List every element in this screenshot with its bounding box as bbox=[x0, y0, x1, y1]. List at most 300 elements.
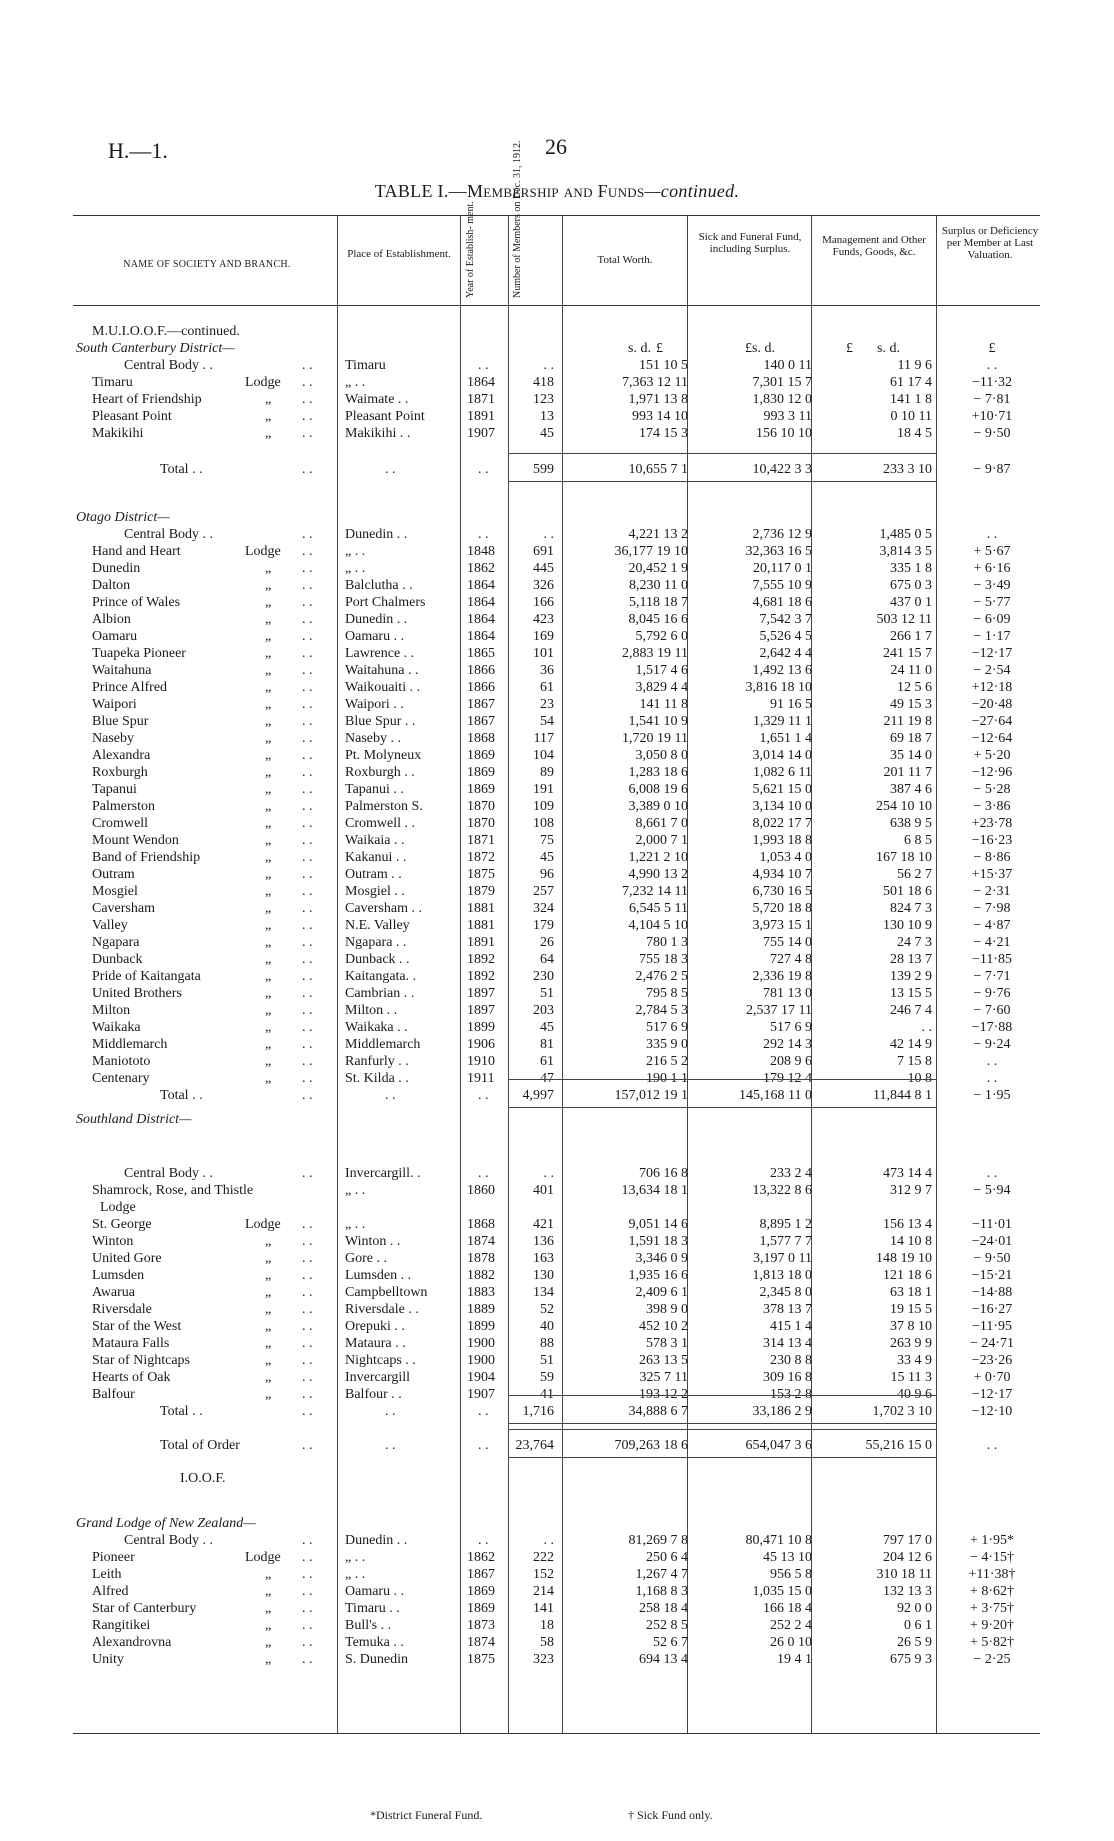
table-row bbox=[0, 1002, 1114, 1019]
branch-name: Dunback bbox=[92, 952, 143, 967]
branch-name: Oamaru bbox=[92, 629, 138, 644]
table-row bbox=[0, 934, 1114, 951]
management-funds: 26 5 9 bbox=[897, 1635, 932, 1650]
place-of-establishment: Dunedin . . bbox=[345, 527, 408, 542]
branch-name: St. George bbox=[92, 1217, 152, 1232]
table-row bbox=[0, 1583, 1114, 1600]
sick-funeral-fund: 314 13 4 bbox=[763, 1336, 812, 1351]
sick-funeral-fund: 727 4 8 bbox=[770, 952, 812, 967]
year-established: 1875 bbox=[467, 867, 495, 882]
total-worth: 7,363 12 11 bbox=[622, 375, 688, 390]
table-row bbox=[0, 1600, 1114, 1617]
branch-name: Central Body . . bbox=[124, 1166, 214, 1181]
unit-worth-sd: s. d. bbox=[628, 341, 651, 356]
table-row bbox=[0, 1549, 1114, 1566]
management-funds: 130 10 9 bbox=[883, 918, 932, 933]
sick-funeral-fund: 517 6 9 bbox=[770, 1020, 812, 1035]
leader-dots: . . bbox=[302, 595, 313, 610]
unit-surplus: £ bbox=[988, 341, 996, 356]
total-worth: 2,409 6 1 bbox=[635, 1285, 688, 1300]
management-funds: 28 13 7 bbox=[890, 952, 932, 967]
leader-dots: . . bbox=[302, 799, 313, 814]
sick-funeral-fund: 2,736 12 9 bbox=[752, 527, 812, 542]
place-of-establishment: Outram . . bbox=[345, 867, 402, 882]
members-count: 45 bbox=[540, 426, 554, 441]
branch-name: Mount Wendon bbox=[92, 833, 179, 848]
branch-kind: „ bbox=[265, 426, 272, 441]
place-of-establishment: Campbelltown bbox=[345, 1285, 428, 1300]
leader-dots: . . bbox=[302, 1054, 313, 1069]
table-row bbox=[0, 1165, 1114, 1182]
leader-dots: . . bbox=[302, 578, 313, 593]
management-funds: 37 8 10 bbox=[890, 1319, 932, 1334]
members-count: 23,764 bbox=[515, 1438, 554, 1453]
surplus-per-member: − 5·28 bbox=[973, 782, 1011, 797]
sick-funeral-fund: 20,117 0 1 bbox=[753, 561, 812, 576]
surplus-per-member: + 5·67 bbox=[973, 544, 1011, 559]
sick-funeral-fund: 140 0 11 bbox=[763, 358, 812, 373]
branch-name: Waitahuna bbox=[92, 663, 152, 678]
place-of-establishment: Invercargill bbox=[345, 1370, 411, 1385]
year-established: 1881 bbox=[467, 918, 495, 933]
branch-kind: „ bbox=[265, 578, 272, 593]
place-of-establishment: „ . . bbox=[345, 1183, 366, 1198]
year-established: 1873 bbox=[467, 1618, 495, 1633]
total-label: Total . . bbox=[160, 1404, 203, 1419]
management-funds: 824 7 3 bbox=[890, 901, 932, 916]
branch-name: Unity bbox=[92, 1652, 124, 1667]
surplus-per-member: −24·01 bbox=[971, 1234, 1013, 1249]
sick-funeral-fund: 3,973 15 1 bbox=[752, 918, 812, 933]
branch-kind: „ bbox=[265, 595, 272, 610]
members-count: 47 bbox=[540, 1071, 554, 1086]
district-heading bbox=[0, 1111, 1114, 1128]
sick-funeral-fund: 3,197 0 11 bbox=[753, 1251, 812, 1266]
year-established: 1868 bbox=[467, 731, 495, 746]
total-worth: 7,232 14 11 bbox=[622, 884, 688, 899]
total-worth: 578 3 1 bbox=[646, 1336, 688, 1351]
year-established: 1900 bbox=[467, 1353, 495, 1368]
total-worth: 1,591 18 3 bbox=[628, 1234, 688, 1249]
management-funds: 19 15 5 bbox=[890, 1302, 932, 1317]
district-heading bbox=[0, 340, 1114, 357]
members-count: 169 bbox=[533, 629, 554, 644]
branch-name: Lumsden bbox=[92, 1268, 145, 1283]
sick-funeral-fund: 309 16 8 bbox=[763, 1370, 812, 1385]
table-row bbox=[0, 662, 1114, 679]
unit-worth: £ bbox=[656, 341, 663, 356]
total-worth: 694 13 4 bbox=[639, 1652, 688, 1667]
table-row bbox=[0, 391, 1114, 408]
year-established: 1862 bbox=[467, 561, 495, 576]
members-count: 418 bbox=[533, 375, 554, 390]
table-row bbox=[0, 1318, 1114, 1335]
management-funds: 141 1 8 bbox=[890, 392, 932, 407]
table-row bbox=[0, 543, 1114, 560]
total-worth: 190 1 1 bbox=[646, 1071, 688, 1086]
management-funds: 263 9 9 bbox=[890, 1336, 932, 1351]
year-established: 1878 bbox=[467, 1251, 495, 1266]
total-worth: 4,221 13 2 bbox=[628, 527, 688, 542]
total-worth: 9,051 14 6 bbox=[628, 1217, 688, 1232]
total-worth: 4,990 13 2 bbox=[628, 867, 688, 882]
total-rule bbox=[508, 1107, 936, 1108]
place-of-establishment: Lumsden . . bbox=[345, 1268, 412, 1283]
col-head-sick: Sick and Funeral Fund, including Surplus. bbox=[698, 231, 802, 255]
table-row bbox=[0, 730, 1114, 747]
place-of-establishment: Winton . . bbox=[345, 1234, 401, 1249]
members-count: 257 bbox=[533, 884, 554, 899]
place-of-establishment: Balclutha . . bbox=[345, 578, 413, 593]
sick-funeral-fund: 13,322 8 6 bbox=[752, 1183, 812, 1198]
branch-kind: „ bbox=[265, 1387, 272, 1402]
total-worth: 1,971 13 8 bbox=[628, 392, 688, 407]
management-funds: 63 18 1 bbox=[890, 1285, 932, 1300]
branch-kind: „ bbox=[265, 1302, 272, 1317]
members-count: 179 bbox=[533, 918, 554, 933]
year-established: 1911 bbox=[467, 1071, 495, 1086]
place-of-establishment: Milton . . bbox=[345, 1003, 398, 1018]
branch-name: Roxburgh bbox=[92, 765, 148, 780]
leader-dots: . . bbox=[302, 1020, 313, 1035]
surplus-per-member: −11·01 bbox=[971, 1217, 1013, 1232]
management-funds: 13 15 5 bbox=[890, 986, 932, 1001]
sick-funeral-fund: 956 5 8 bbox=[770, 1567, 812, 1582]
sick-funeral-fund: 2,336 19 8 bbox=[752, 969, 812, 984]
place-of-establishment: Timaru bbox=[345, 358, 386, 373]
place-of-establishment: Orepuki . . bbox=[345, 1319, 405, 1334]
sick-funeral-fund: 7,555 10 9 bbox=[752, 578, 812, 593]
leader-dots: . . bbox=[302, 629, 313, 644]
table-row bbox=[0, 900, 1114, 917]
total-worth: 1,283 18 6 bbox=[628, 765, 688, 780]
members-count: 323 bbox=[533, 1652, 554, 1667]
total-worth: 1,935 16 6 bbox=[628, 1268, 688, 1283]
management-funds: 387 4 6 bbox=[890, 782, 932, 797]
branch-name: Dunedin bbox=[92, 561, 141, 576]
district-name: South Canterbury District— bbox=[76, 341, 235, 356]
total-worth: 517 6 9 bbox=[646, 1020, 688, 1035]
members-count: 45 bbox=[540, 850, 554, 865]
members-count: 18 bbox=[540, 1618, 554, 1633]
members-count: 40 bbox=[540, 1319, 554, 1334]
leader-dots: . . bbox=[302, 1003, 313, 1018]
footnote-district-funeral: *District Funeral Fund. bbox=[370, 1808, 483, 1822]
leader-dots: . . bbox=[302, 1166, 313, 1181]
surplus-per-member: −12·96 bbox=[971, 765, 1013, 780]
surplus-per-member: − 9·50 bbox=[973, 1251, 1011, 1266]
members-count: 166 bbox=[533, 595, 554, 610]
place-of-establishment: „ . . bbox=[345, 1217, 366, 1232]
year-established: 1899 bbox=[467, 1020, 495, 1035]
total-worth: 8,661 7 0 bbox=[635, 816, 688, 831]
table-row bbox=[0, 815, 1114, 832]
surplus-per-member: − 7·71 bbox=[973, 969, 1011, 984]
branch-name: Makikihi bbox=[92, 426, 144, 441]
members-count: 51 bbox=[540, 986, 554, 1001]
header-rule bbox=[73, 305, 1040, 306]
surplus-per-member: − 7·81 bbox=[973, 392, 1011, 407]
sick-funeral-fund: 1,651 1 4 bbox=[759, 731, 812, 746]
total-row bbox=[0, 1087, 1114, 1104]
branch-name: United Gore bbox=[92, 1251, 162, 1266]
total-worth: 1,541 10 9 bbox=[628, 714, 688, 729]
table-row bbox=[0, 968, 1114, 985]
total-worth: 36,177 19 10 bbox=[614, 544, 688, 559]
total-worth: 6,545 5 11 bbox=[629, 901, 688, 916]
leader-dots: . . bbox=[302, 918, 313, 933]
place-of-establishment: Oamaru . . bbox=[345, 629, 405, 644]
branch-kind: „ bbox=[265, 935, 272, 950]
branch-name: Leith bbox=[92, 1567, 122, 1582]
members-count: 26 bbox=[540, 935, 554, 950]
year-established: 1874 bbox=[467, 1234, 495, 1249]
branch-kind: „ bbox=[265, 1268, 272, 1283]
sick-funeral-fund: 91 16 5 bbox=[770, 697, 812, 712]
year-established: 1864 bbox=[467, 595, 495, 610]
surplus-per-member: − 7·60 bbox=[973, 1003, 1011, 1018]
place-of-establishment: Dunedin . . bbox=[345, 612, 408, 627]
place-of-establishment: Ranfurly . . bbox=[345, 1054, 409, 1069]
table-row bbox=[0, 425, 1114, 442]
surplus-per-member: −16·23 bbox=[971, 833, 1013, 848]
year-established: 1904 bbox=[467, 1370, 495, 1385]
total-worth: 1,221 2 10 bbox=[628, 850, 688, 865]
year-established: 1867 bbox=[467, 1567, 495, 1582]
table-row bbox=[0, 645, 1114, 662]
surplus-per-member: −12·17 bbox=[971, 1387, 1013, 1402]
management-funds: 18 4 5 bbox=[897, 426, 932, 441]
year-established: 1906 bbox=[467, 1037, 495, 1052]
sick-funeral-fund: 80,471 10 8 bbox=[745, 1533, 812, 1548]
surplus-per-member: − 4·87 bbox=[973, 918, 1011, 933]
members-count: 4,997 bbox=[522, 1088, 554, 1103]
branch-name: Mataura Falls bbox=[92, 1336, 170, 1351]
leader-dots: . . bbox=[302, 1635, 313, 1650]
sick-funeral-fund: 5,621 15 0 bbox=[752, 782, 812, 797]
members-count: 52 bbox=[540, 1302, 554, 1317]
management-funds: 675 0 3 bbox=[890, 578, 932, 593]
branch-kind: „ bbox=[265, 1353, 272, 1368]
surplus-per-member: +10·71 bbox=[971, 409, 1013, 424]
sick-funeral-fund: 8,895 1 2 bbox=[759, 1217, 812, 1232]
place-of-establishment: Ngapara . . bbox=[345, 935, 407, 950]
year-established: 1872 bbox=[467, 850, 495, 865]
management-funds: 121 18 6 bbox=[883, 1268, 932, 1283]
leader-dots: . . bbox=[302, 731, 313, 746]
table-row bbox=[0, 611, 1114, 628]
surplus-per-member: −20·48 bbox=[971, 697, 1013, 712]
sick-funeral-fund: 32,363 16 5 bbox=[745, 544, 812, 559]
branch-name: Pioneer bbox=[92, 1550, 135, 1565]
year-established: . . bbox=[478, 462, 489, 477]
surplus-per-member: − 8·86 bbox=[973, 850, 1011, 865]
management-funds: 1,485 0 5 bbox=[879, 527, 932, 542]
total-worth: 3,389 0 10 bbox=[628, 799, 688, 814]
unit-sick: £ bbox=[745, 341, 752, 356]
place-of-establishment: Waipori . . bbox=[345, 697, 404, 712]
total-worth: 5,118 18 7 bbox=[629, 595, 688, 610]
members-count: 230 bbox=[533, 969, 554, 984]
surplus-per-member: − 9·76 bbox=[973, 986, 1011, 1001]
branch-kind: „ bbox=[265, 867, 272, 882]
table-row bbox=[0, 1352, 1114, 1369]
surplus-per-member: − 9·50 bbox=[973, 426, 1011, 441]
branch-kind: „ bbox=[265, 782, 272, 797]
page-number: 26 bbox=[545, 134, 567, 159]
leader-dots: . . bbox=[302, 850, 313, 865]
total-worth: 252 8 5 bbox=[646, 1618, 688, 1633]
total-worth: 157,012 19 1 bbox=[614, 1088, 688, 1103]
sick-funeral-fund: 1,993 18 8 bbox=[752, 833, 812, 848]
branch-name: Riversdale bbox=[92, 1302, 152, 1317]
leader-dots: . . bbox=[302, 375, 313, 390]
branch-name: Caversham bbox=[92, 901, 155, 916]
year-established: 1866 bbox=[467, 663, 495, 678]
surplus-per-member: − 4·15† bbox=[969, 1550, 1015, 1565]
leader-dots: . . bbox=[302, 612, 313, 627]
branch-kind: „ bbox=[265, 731, 272, 746]
leader-dots: . . bbox=[302, 1370, 313, 1385]
branch-name: Naseby bbox=[92, 731, 134, 746]
leader-dots: . . bbox=[302, 1601, 313, 1616]
surplus-per-member: − 2·54 bbox=[973, 663, 1011, 678]
total-rule bbox=[508, 481, 936, 482]
leader-dots: . . bbox=[302, 544, 313, 559]
branch-name: Prince of Wales bbox=[92, 595, 181, 610]
total-rule bbox=[508, 1457, 936, 1458]
total-worth: 3,829 4 4 bbox=[635, 680, 688, 695]
members-count: 134 bbox=[533, 1285, 554, 1300]
total-worth: 151 10 5 bbox=[639, 358, 688, 373]
surplus-per-member: −23·26 bbox=[971, 1353, 1013, 1368]
branch-name: Middlemarch bbox=[92, 1037, 168, 1052]
place-of-establishment: Gore . . bbox=[345, 1251, 387, 1266]
members-count: 214 bbox=[533, 1584, 554, 1599]
sick-funeral-fund: 2,642 4 4 bbox=[759, 646, 812, 661]
management-funds: 35 14 0 bbox=[890, 748, 932, 763]
surplus-per-member: − 2·25 bbox=[973, 1652, 1011, 1667]
unit-mgmt: £ bbox=[846, 341, 853, 356]
total-worth: 2,784 5 3 bbox=[635, 1003, 688, 1018]
branch-name: Balfour bbox=[92, 1387, 135, 1402]
branch-kind: „ bbox=[265, 1618, 272, 1633]
sick-funeral-fund: 208 9 6 bbox=[770, 1054, 812, 1069]
leader-dots: . . bbox=[302, 409, 313, 424]
table-row bbox=[0, 1199, 1114, 1216]
year-established: . . bbox=[478, 1166, 489, 1181]
sick-funeral-fund: 1,830 12 0 bbox=[752, 392, 812, 407]
place-of-establishment: „ . . bbox=[345, 375, 366, 390]
total-worth: 52 6 7 bbox=[653, 1635, 688, 1650]
management-funds: 49 15 3 bbox=[890, 697, 932, 712]
branch-name: Milton bbox=[92, 1003, 131, 1018]
table-row bbox=[0, 1216, 1114, 1233]
branch-kind: „ bbox=[265, 1251, 272, 1266]
branch-kind: „ bbox=[265, 918, 272, 933]
year-established: 1869 bbox=[467, 765, 495, 780]
management-funds: 310 18 11 bbox=[876, 1567, 932, 1582]
members-count: 88 bbox=[540, 1336, 554, 1351]
branch-kind: „ bbox=[265, 833, 272, 848]
surplus-per-member: . . bbox=[986, 358, 998, 373]
total-worth: 193 12 2 bbox=[639, 1387, 688, 1402]
surplus-per-member: − 6·09 bbox=[973, 612, 1011, 627]
place-of-establishment: Kaitangata. . bbox=[345, 969, 417, 984]
branch-kind: „ bbox=[265, 1319, 272, 1334]
place-of-establishment: . . bbox=[385, 462, 396, 477]
branch-kind: „ bbox=[265, 714, 272, 729]
branch-kind: „ bbox=[265, 663, 272, 678]
leader-dots: . . bbox=[302, 1234, 313, 1249]
total-worth: 263 13 5 bbox=[639, 1353, 688, 1368]
members-count: 130 bbox=[533, 1268, 554, 1283]
surplus-per-member: +23·78 bbox=[971, 816, 1013, 831]
members-count: 599 bbox=[533, 462, 554, 477]
place-of-establishment: Balfour . . bbox=[345, 1387, 402, 1402]
branch-name: Heart of Friendship bbox=[92, 392, 202, 407]
management-funds: 33 4 9 bbox=[897, 1353, 932, 1368]
year-established: 1864 bbox=[467, 578, 495, 593]
branch-name: Mosgiel bbox=[92, 884, 138, 899]
year-established: 1899 bbox=[467, 1319, 495, 1334]
members-count: 123 bbox=[533, 392, 554, 407]
leader-dots: . . bbox=[302, 952, 313, 967]
total-rule bbox=[508, 1429, 936, 1430]
branch-name: Awarua bbox=[92, 1285, 136, 1300]
members-count: 101 bbox=[533, 646, 554, 661]
branch-kind: „ bbox=[265, 799, 272, 814]
total-worth: 335 9 0 bbox=[646, 1037, 688, 1052]
branch-kind: „ bbox=[265, 901, 272, 916]
members-count: 222 bbox=[533, 1550, 554, 1565]
branch-name: Shamrock, Rose, and Thistle bbox=[92, 1183, 254, 1198]
leader-dots: . . bbox=[302, 1071, 313, 1086]
management-funds: 473 14 4 bbox=[883, 1166, 932, 1181]
members-count: 58 bbox=[540, 1635, 554, 1650]
total-row bbox=[0, 461, 1114, 478]
year-established: 1900 bbox=[467, 1336, 495, 1351]
year-established: 1871 bbox=[467, 392, 495, 407]
place-of-establishment: Port Chalmers bbox=[345, 595, 426, 610]
management-funds: 3,814 3 5 bbox=[879, 544, 932, 559]
management-funds: 675 9 3 bbox=[890, 1652, 932, 1667]
leader-dots: . . bbox=[302, 1438, 313, 1453]
total-worth: 250 6 4 bbox=[646, 1550, 688, 1565]
bottom-rule bbox=[73, 1733, 1040, 1734]
table-title-continued: —continued. bbox=[644, 181, 740, 201]
year-established: 1882 bbox=[467, 1268, 495, 1283]
year-established: 1867 bbox=[467, 697, 495, 712]
sick-funeral-fund: 179 12 4 bbox=[763, 1071, 812, 1086]
surplus-per-member: . . bbox=[986, 1438, 998, 1453]
table-row bbox=[0, 1182, 1114, 1199]
place-of-establishment: . . bbox=[385, 1088, 396, 1103]
table-row bbox=[0, 866, 1114, 883]
year-established: 1897 bbox=[467, 986, 495, 1001]
col-head-place: Place of Establishment. bbox=[347, 248, 451, 260]
order-name: I.O.O.F. bbox=[180, 1471, 226, 1486]
total-worth: 5,792 6 0 bbox=[635, 629, 688, 644]
year-established: 1883 bbox=[467, 1285, 495, 1300]
sick-funeral-fund: 3,134 10 0 bbox=[752, 799, 812, 814]
branch-kind: „ bbox=[265, 1336, 272, 1351]
year-established: 1907 bbox=[467, 1387, 495, 1402]
management-funds: 69 18 7 bbox=[890, 731, 932, 746]
branch-name: Central Body . . bbox=[124, 527, 214, 542]
total-worth: 2,000 7 1 bbox=[635, 833, 688, 848]
members-count: 401 bbox=[533, 1183, 554, 1198]
